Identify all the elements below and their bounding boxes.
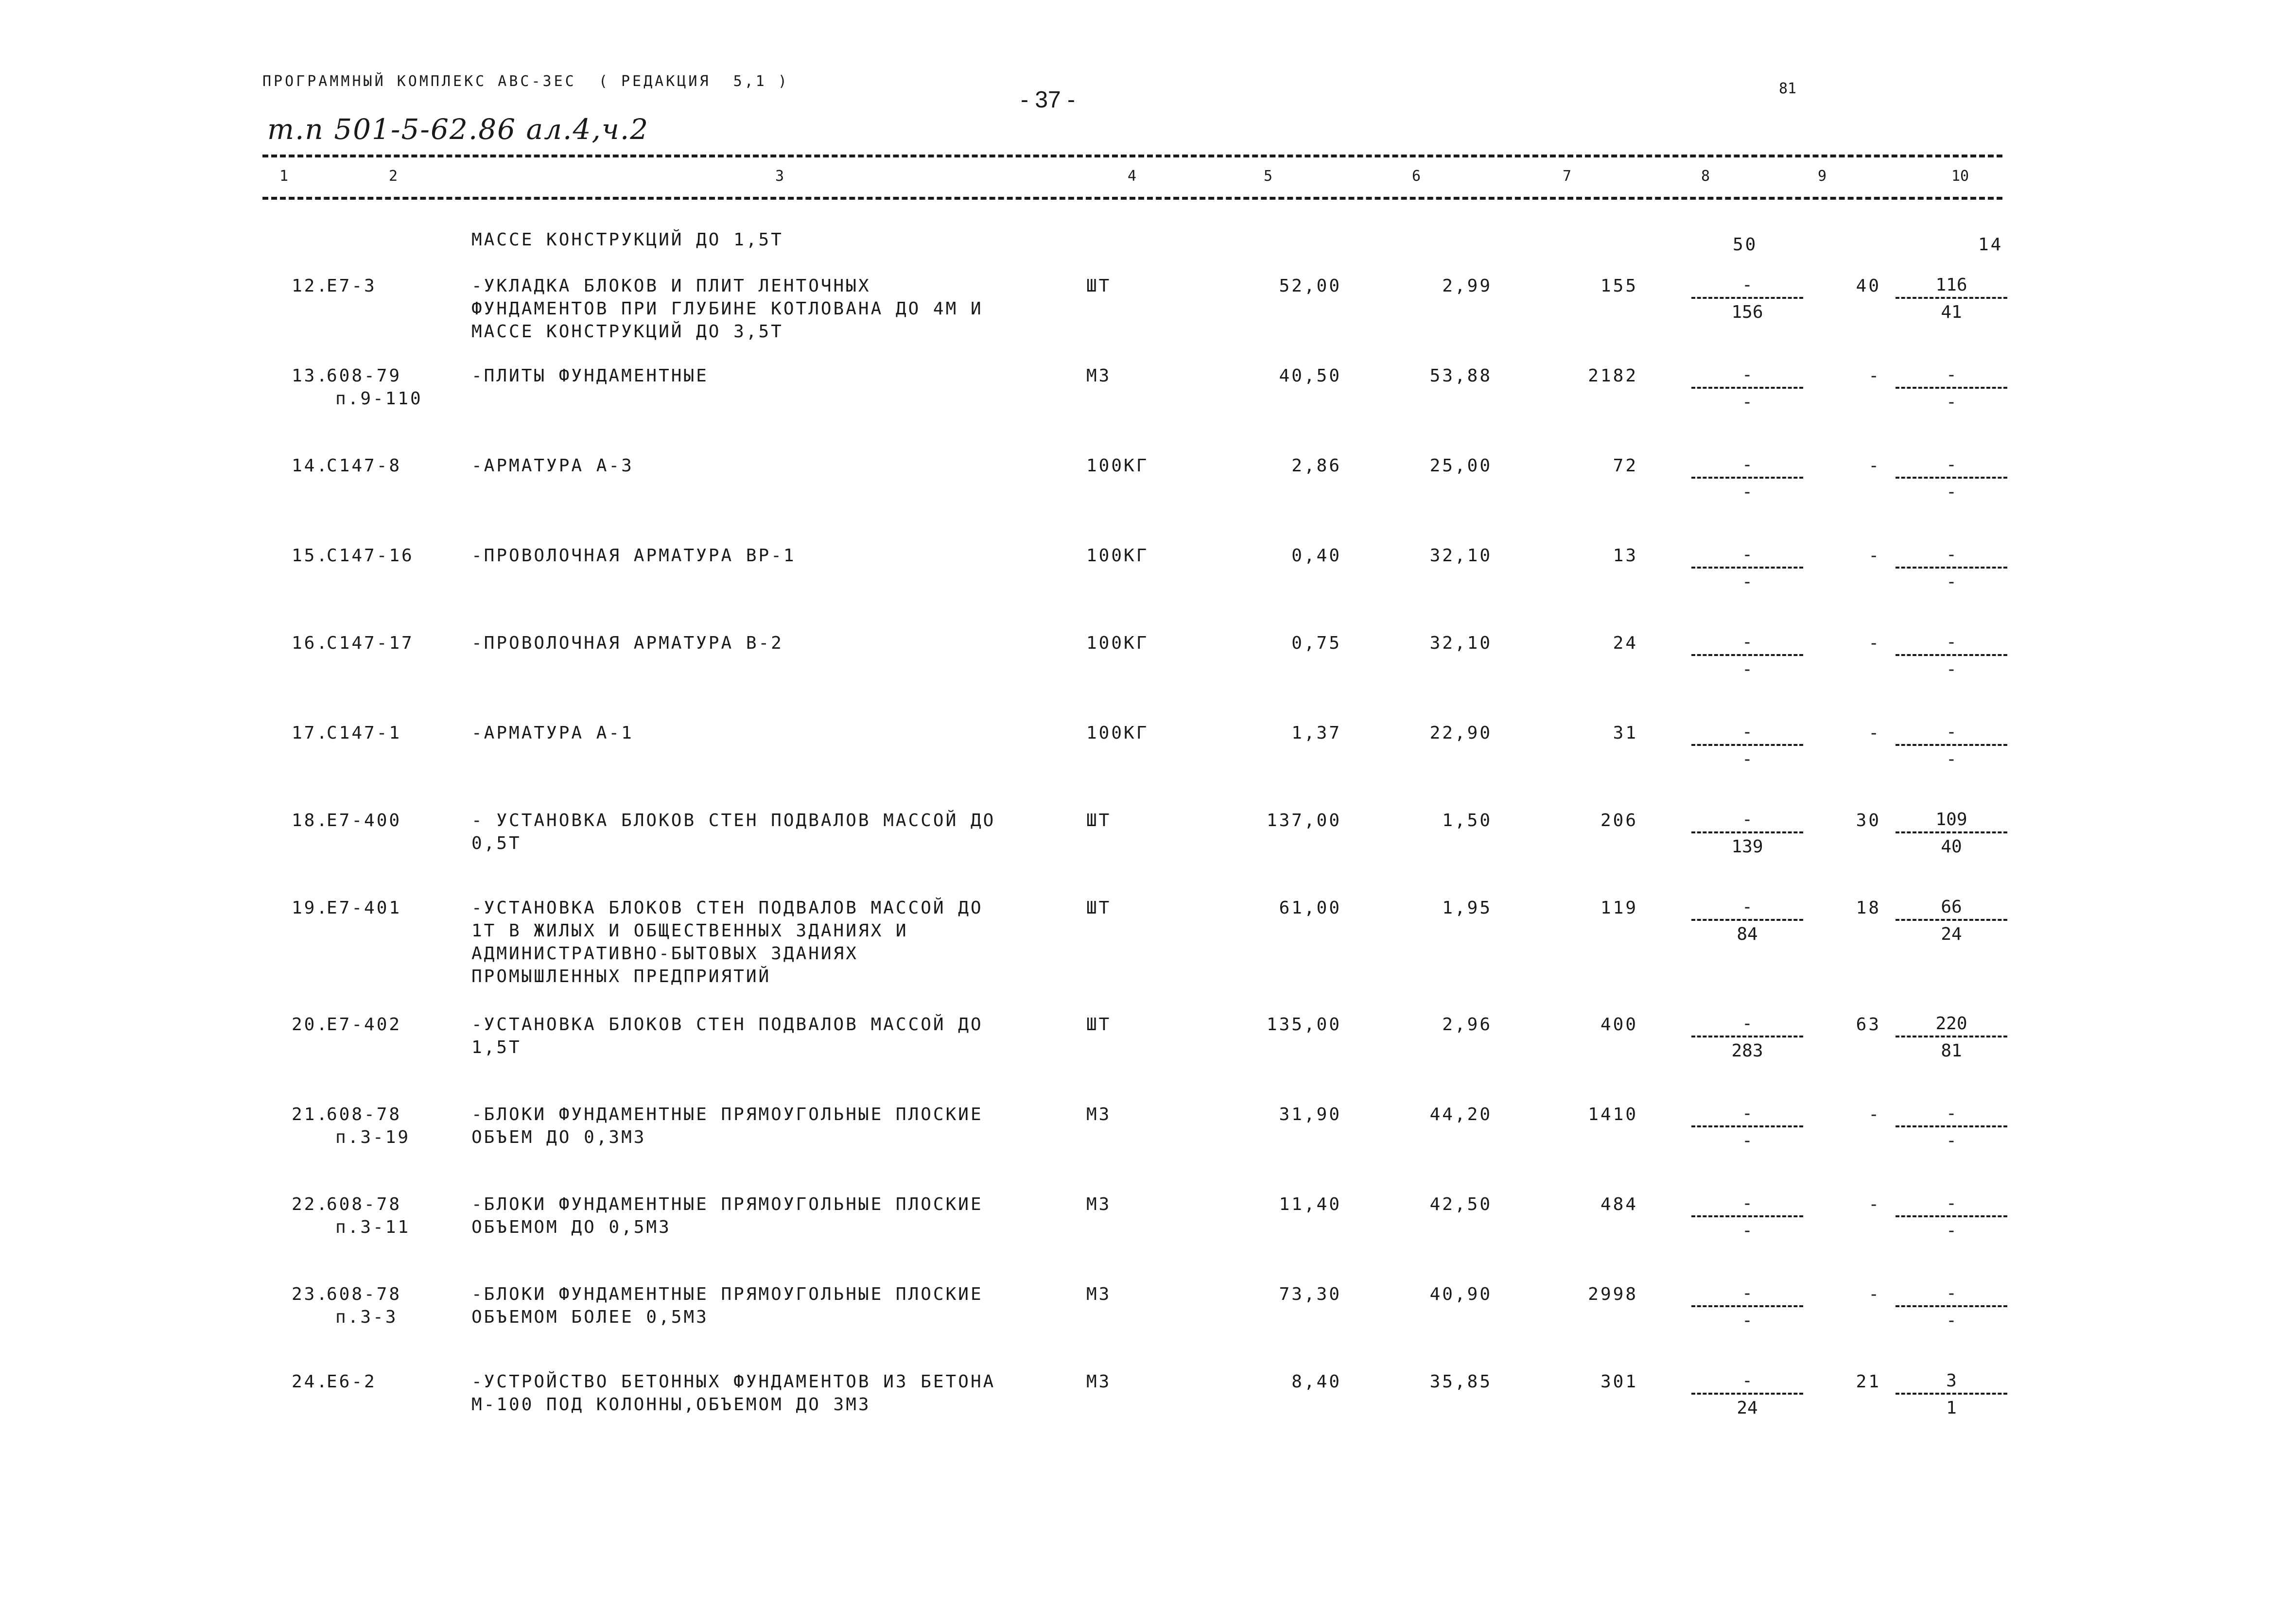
c8-top: -: [1742, 1104, 1753, 1123]
c8-top: -: [1742, 1193, 1753, 1213]
program-header: ПРОГРАММНЫЙ КОМПЛЕКС АВС-3ЕС ( РЕДАКЦИЯ 5,1 ): [262, 73, 789, 90]
row-unit-price: 22,90: [1429, 723, 1492, 743]
c8-bottom: -: [1742, 392, 1753, 412]
c8-top: -: [1742, 1283, 1753, 1303]
row-col9: -: [1868, 1284, 1881, 1304]
fraction-bar: [1691, 744, 1803, 746]
column-number: 6: [1412, 168, 1421, 185]
c8-top: -: [1742, 365, 1753, 385]
row-unit-price: 53,88: [1429, 366, 1492, 386]
page-code: 81: [1779, 80, 1797, 97]
c8-bottom: -: [1742, 572, 1753, 592]
row-col9: 40: [1856, 276, 1881, 296]
row-description-line: 1,5Т: [471, 1037, 522, 1057]
row-quantity: 2,86: [1291, 456, 1341, 476]
row-number: 20.: [292, 1015, 330, 1035]
row-unit-price: 25,00: [1429, 456, 1492, 476]
c8-top: -: [1742, 1371, 1753, 1391]
row-description-line: -УКЛАДКА БЛОКОВ И ПЛИТ ЛЕНТОЧНЫХ: [471, 276, 871, 296]
c8-fraction: [1691, 1103, 1803, 1152]
row-quantity: 0,40: [1291, 546, 1341, 566]
row-code: С147-1: [327, 723, 402, 743]
row-col8: 50: [1733, 235, 1758, 255]
row-total: 119: [1600, 898, 1638, 918]
fraction-bar: [1691, 831, 1803, 833]
row-description-line: ОБЪЕМОМ БОЛЕЕ 0,5М3: [471, 1307, 709, 1327]
row-code: Е7-402: [327, 1015, 402, 1035]
column-number: 10: [1951, 168, 1969, 185]
row-description-line: - УСТАНОВКА БЛОКОВ СТЕН ПОДВАЛОВ МАССОЙ ДО: [471, 811, 996, 830]
c8-bottom: 283: [1731, 1041, 1763, 1061]
row-unit: ШТ: [1086, 276, 1112, 296]
c10-fraction: [1896, 364, 2007, 413]
c10-bottom: -: [1946, 1311, 1957, 1331]
fraction-bar: [1896, 919, 2007, 921]
c10-bottom: -: [1946, 482, 1957, 502]
row-col9: -: [1868, 723, 1881, 743]
fraction-bar: [1896, 744, 2007, 746]
row-number: 21.: [292, 1105, 330, 1124]
c10-bottom: 40: [1941, 837, 1962, 857]
row-unit: 100КГ: [1086, 633, 1149, 653]
c10-bottom: -: [1946, 749, 1957, 769]
fraction-bar: [1691, 297, 1803, 299]
c10-fraction: [1896, 1193, 2007, 1242]
fraction-bar: [1691, 1393, 1803, 1395]
row-total: 484: [1600, 1194, 1638, 1214]
row-code: п.3-3: [335, 1307, 398, 1327]
c8-fraction: [1691, 897, 1803, 945]
row-unit-price: 32,10: [1429, 546, 1492, 566]
row-unit-price: 35,85: [1429, 1372, 1492, 1392]
fraction-bar: [1896, 1393, 2007, 1395]
c10-top: -: [1946, 1283, 1957, 1303]
row-col9: -: [1868, 456, 1881, 476]
row-description-line: -БЛОКИ ФУНДАМЕНТНЫЕ ПРЯМОУГОЛЬНЫЕ ПЛОСКИЕ: [471, 1194, 983, 1214]
header-bottom-rule: [262, 197, 2002, 200]
row-description-line: ФУНДАМЕНТОВ ПРИ ГЛУБИНЕ КОТЛОВАНА ДО 4М И: [471, 299, 983, 319]
c8-fraction: [1691, 809, 1803, 858]
row-description-line: АДМИНИСТРАТИВНО-БЫТОВЫХ ЗДАНИЯХ: [471, 944, 858, 964]
c10-fraction: [1896, 809, 2007, 858]
row-quantity: 1,37: [1291, 723, 1341, 743]
c8-fraction: [1691, 1013, 1803, 1062]
fraction-bar: [1896, 297, 2007, 299]
row-quantity: 40,50: [1279, 366, 1341, 386]
row-number: 24.: [292, 1372, 330, 1392]
row-code: Е6-2: [327, 1372, 377, 1392]
c8-top: -: [1742, 632, 1753, 652]
c10-fraction: [1896, 1370, 2007, 1419]
c8-fraction: [1691, 275, 1803, 323]
fraction-bar: [1896, 1036, 2007, 1037]
row-number: 19.: [292, 898, 330, 918]
c8-fraction: [1691, 1370, 1803, 1419]
c8-fraction: [1691, 722, 1803, 770]
row-unit: М3: [1086, 1105, 1112, 1124]
row-total: 24: [1613, 633, 1638, 653]
row-unit-price: 1,95: [1442, 898, 1492, 918]
row-description-line: ОБЪЕМОМ ДО 0,5М3: [471, 1217, 671, 1237]
row-unit: ШТ: [1086, 811, 1112, 830]
row-unit: ШТ: [1086, 898, 1112, 918]
c10-fraction: [1896, 275, 2007, 323]
row-total: 13: [1613, 546, 1638, 566]
c8-fraction: [1691, 1193, 1803, 1242]
row-quantity: 135,00: [1266, 1015, 1341, 1035]
row-col9: -: [1868, 633, 1881, 653]
row-quantity: 137,00: [1266, 811, 1341, 830]
row-code: 608-78: [327, 1194, 402, 1214]
row-description-line: -УСТАНОВКА БЛОКОВ СТЕН ПОДВАЛОВ МАССОЙ ДО: [471, 898, 983, 918]
row-total: 1410: [1588, 1105, 1638, 1124]
c8-bottom: -: [1742, 482, 1753, 502]
row-col9: -: [1868, 546, 1881, 566]
row-code: п.3-11: [335, 1217, 411, 1237]
c8-bottom: 84: [1737, 924, 1758, 944]
row-quantity: 11,40: [1279, 1194, 1341, 1214]
c8-bottom: -: [1742, 749, 1753, 769]
row-description-line: -АРМАТУРА А-1: [471, 723, 634, 743]
column-number: 4: [1128, 168, 1137, 185]
c10-top: -: [1946, 722, 1957, 742]
row-number: 18.: [292, 811, 330, 830]
row-code: 608-79: [327, 366, 402, 386]
c8-fraction: [1691, 1283, 1803, 1331]
row-quantity: 0,75: [1291, 633, 1341, 653]
row-description-line: 1Т В ЖИЛЫХ И ОБЩЕСТВЕННЫХ ЗДАНИЯХ И: [471, 921, 908, 941]
c10-fraction: [1896, 897, 2007, 945]
fraction-bar: [1691, 919, 1803, 921]
row-description-line: -АРМАТУРА А-3: [471, 456, 634, 476]
c10-bottom: -: [1946, 1131, 1957, 1151]
row-quantity: 31,90: [1279, 1105, 1341, 1124]
fraction-bar: [1896, 1215, 2007, 1217]
row-code: Е7-401: [327, 898, 402, 918]
row-description-line: -БЛОКИ ФУНДАМЕНТНЫЕ ПРЯМОУГОЛЬНЫЕ ПЛОСКИЕ: [471, 1105, 983, 1124]
row-code: Е7-400: [327, 811, 402, 830]
column-number: 7: [1563, 168, 1572, 185]
fraction-bar: [1691, 477, 1803, 479]
c10-fraction: [1896, 1013, 2007, 1062]
c10-top: -: [1946, 455, 1957, 475]
row-col9: -: [1868, 1105, 1881, 1124]
c10-bottom: -: [1946, 659, 1957, 679]
row-unit: 100КГ: [1086, 456, 1149, 476]
c8-bottom: -: [1742, 1131, 1753, 1151]
fraction-bar: [1896, 567, 2007, 569]
c10-bottom: 24: [1941, 924, 1962, 944]
c10-fraction: [1896, 632, 2007, 680]
column-number: 8: [1701, 168, 1710, 185]
c10-top: 220: [1935, 1014, 1967, 1034]
fraction-bar: [1896, 1305, 2007, 1307]
column-number: 2: [389, 168, 398, 185]
handwritten-reference: т.п 501-5-62.86 ал.4,ч.2: [267, 113, 649, 146]
row-description-line: 0,5Т: [471, 833, 522, 853]
row-description-line: ПРОМЫШЛЕННЫХ ПРЕДПРИЯТИЙ: [471, 967, 771, 986]
c10-bottom: 1: [1946, 1398, 1957, 1418]
row-unit-price: 40,90: [1429, 1284, 1492, 1304]
c8-top: -: [1742, 275, 1753, 295]
column-number: 5: [1264, 168, 1273, 185]
row-code: п.9-110: [335, 389, 423, 409]
column-number: 3: [775, 168, 784, 185]
row-total: 2182: [1588, 366, 1638, 386]
c10-bottom: -: [1946, 1221, 1957, 1241]
row-number: 12.: [292, 276, 330, 296]
row-unit-price: 32,10: [1429, 633, 1492, 653]
row-quantity: 8,40: [1291, 1372, 1341, 1392]
c10-top: -: [1946, 1193, 1957, 1213]
fraction-bar: [1896, 654, 2007, 656]
row-col9: -: [1868, 1194, 1881, 1214]
fraction-bar: [1691, 567, 1803, 569]
c10-fraction: [1896, 544, 2007, 593]
row-total: 301: [1600, 1372, 1638, 1392]
c10-bottom: -: [1946, 572, 1957, 592]
c8-top: -: [1742, 1014, 1753, 1034]
c10-fraction: [1896, 1283, 2007, 1331]
c8-bottom: -: [1742, 659, 1753, 679]
c8-fraction: [1691, 454, 1803, 503]
c10-bottom: 41: [1941, 302, 1962, 322]
row-total: 31: [1613, 723, 1638, 743]
row-unit: М3: [1086, 1194, 1112, 1214]
c10-top: -: [1946, 545, 1957, 565]
page-number: - 37 -: [1021, 87, 1076, 113]
row-number: 13.: [292, 366, 330, 386]
c8-top: -: [1742, 722, 1753, 742]
c10-top: -: [1946, 365, 1957, 385]
row-number: 22.: [292, 1194, 330, 1214]
row-number: 16.: [292, 633, 330, 653]
c8-top: -: [1742, 810, 1753, 829]
c10-fraction: [1896, 722, 2007, 770]
row-code: 608-78: [327, 1284, 402, 1304]
row-description-line: -УСТРОЙСТВО БЕТОННЫХ ФУНДАМЕНТОВ ИЗ БЕТОНА: [471, 1372, 996, 1392]
row-description-line: МАССЕ КОНСТРУКЦИЙ ДО 3,5Т: [471, 322, 783, 342]
row-total: 72: [1613, 456, 1638, 476]
fraction-bar: [1691, 1305, 1803, 1307]
fraction-bar: [1691, 654, 1803, 656]
c8-fraction: [1691, 544, 1803, 593]
column-number: 1: [279, 168, 289, 185]
row-code: С147-8: [327, 456, 402, 476]
row-unit: М3: [1086, 366, 1112, 386]
row-col9: 30: [1856, 811, 1881, 830]
row-unit: 100КГ: [1086, 723, 1149, 743]
row-col9: 63: [1856, 1015, 1881, 1035]
row-code: С147-16: [327, 546, 414, 566]
fraction-bar: [1691, 1036, 1803, 1037]
row-unit: М3: [1086, 1372, 1112, 1392]
fraction-bar: [1896, 477, 2007, 479]
c10-top: 66: [1941, 897, 1962, 917]
c8-bottom: -: [1742, 1221, 1753, 1241]
row-unit: 100КГ: [1086, 546, 1149, 566]
c10-top: -: [1946, 1104, 1957, 1123]
row-total: 206: [1600, 811, 1638, 830]
row-description-line: М-100 ПОД КОЛОННЫ,ОБЪЕМОМ ДО 3М3: [471, 1395, 871, 1415]
row-unit-price: 2,96: [1442, 1015, 1492, 1035]
row-description-line: ОБЪЕМ ДО 0,3М3: [471, 1127, 646, 1147]
row-quantity: 73,30: [1279, 1284, 1341, 1304]
row-unit: М3: [1086, 1284, 1112, 1304]
row-col9: 21: [1856, 1372, 1881, 1392]
c10-top: 109: [1935, 810, 1967, 829]
c8-bottom: 156: [1731, 302, 1763, 322]
row-total: 2998: [1588, 1284, 1638, 1304]
row-description-line: -БЛОКИ ФУНДАМЕНТНЫЕ ПРЯМОУГОЛЬНЫЕ ПЛОСКИЕ: [471, 1284, 983, 1304]
fraction-bar: [1896, 387, 2007, 389]
row-code: Е7-3: [327, 276, 377, 296]
row-unit: ШТ: [1086, 1015, 1112, 1035]
c10-top: 116: [1935, 275, 1967, 295]
row-description-line: -УСТАНОВКА БЛОКОВ СТЕН ПОДВАЛОВ МАССОЙ ДО: [471, 1015, 983, 1035]
c10-fraction: [1896, 454, 2007, 503]
row-unit-price: 1,50: [1442, 811, 1492, 830]
row-code: 608-78: [327, 1105, 402, 1124]
header-top-rule: [262, 155, 2002, 157]
row-description-line: МАССЕ КОНСТРУКЦИЙ ДО 1,5Т: [471, 230, 783, 250]
c10-fraction: [1896, 1103, 2007, 1152]
row-unit-price: 42,50: [1429, 1194, 1492, 1214]
fraction-bar: [1691, 1215, 1803, 1217]
row-unit-price: 2,99: [1442, 276, 1492, 296]
row-description-line: -ПЛИТЫ ФУНДАМЕНТНЫЕ: [471, 366, 709, 386]
row-total: 400: [1600, 1015, 1638, 1035]
fraction-bar: [1691, 387, 1803, 389]
c10-bottom: 81: [1941, 1041, 1962, 1061]
row-quantity: 52,00: [1279, 276, 1341, 296]
row-number: 15.: [292, 546, 330, 566]
c8-fraction: [1691, 632, 1803, 680]
row-unit-price: 44,20: [1429, 1105, 1492, 1124]
fraction-bar: [1896, 831, 2007, 833]
c8-fraction: [1691, 364, 1803, 413]
c8-top: -: [1742, 545, 1753, 565]
c8-bottom: 24: [1737, 1398, 1758, 1418]
c10-bottom: -: [1946, 392, 1957, 412]
row-number: 17.: [292, 723, 330, 743]
c8-top: -: [1742, 897, 1753, 917]
row-number: 23.: [292, 1284, 330, 1304]
row-col9: -: [1868, 366, 1881, 386]
row-description-line: -ПРОВОЛОЧНАЯ АРМАТУРА ВР-1: [471, 546, 796, 566]
row-col9: 18: [1856, 898, 1881, 918]
c10-top: 3: [1946, 1371, 1957, 1391]
c8-bottom: 139: [1731, 837, 1763, 857]
fraction-bar: [1691, 1125, 1803, 1127]
row-code: С147-17: [327, 633, 414, 653]
row-number: 14.: [292, 456, 330, 476]
c10-top: -: [1946, 632, 1957, 652]
row-quantity: 61,00: [1279, 898, 1341, 918]
c8-bottom: -: [1742, 1311, 1753, 1331]
row-description-line: -ПРОВОЛОЧНАЯ АРМАТУРА В-2: [471, 633, 783, 653]
row-total: 155: [1600, 276, 1638, 296]
column-number: 9: [1818, 168, 1827, 185]
c8-top: -: [1742, 455, 1753, 475]
row-col10: 14: [1978, 235, 2003, 255]
fraction-bar: [1896, 1125, 2007, 1127]
row-code: п.3-19: [335, 1127, 411, 1147]
